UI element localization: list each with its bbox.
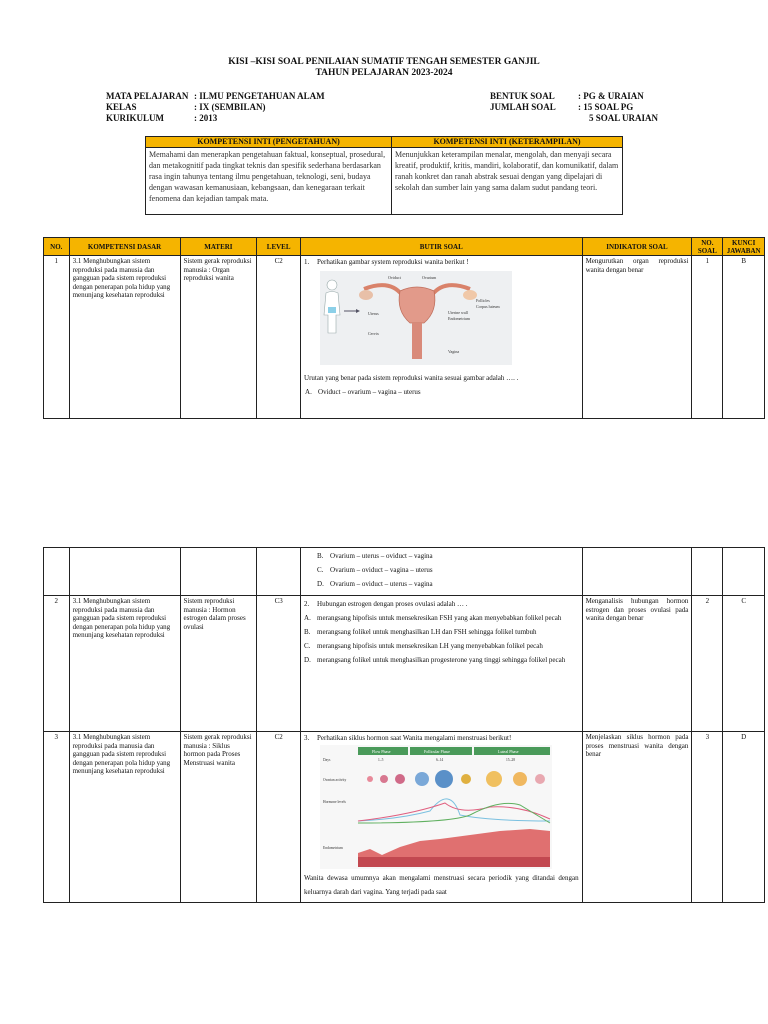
row-butir [301, 596, 583, 732]
row-kunci: C [723, 596, 765, 732]
phase-label: Flow Phase [372, 749, 391, 754]
ki-pengetahuan-text: Memahami dan menerapkan pengetahuan faktual, konseptual, prosedural, dan metakognitif pada tingkat teknis dan spesifik sederhana berdasarkan rasa ingin tahunya tentang ilmu pengetahuan, teknologi, seni, budaya dengan wawasan kemanusiaan, kebangsaan, dan kenegaraan terkait fenomena dan kejadian tampak mata. [146, 148, 392, 215]
option-text: merangsang hipofisis untuk mensekresikan FSH yang akan menyebabkan folikel pecah [317, 614, 562, 622]
header-kd: KOMPETENSI DASAR [69, 238, 180, 256]
option-letter: B. [304, 628, 311, 636]
row-level: C2 [257, 256, 301, 419]
fig-row-label: Endometrium [323, 846, 343, 850]
row-no: 1 [44, 256, 70, 419]
meta-value: : ILMU PENGETAHUAN ALAM [194, 91, 325, 101]
meta-label: KURIKULUM [106, 113, 164, 123]
option-text: Ovarium – uterus – oviduct – vagina [330, 552, 433, 560]
meta-label: BENTUK SOAL [490, 91, 555, 101]
fig-row-label: Days [323, 758, 331, 762]
option-letter: B. [317, 552, 324, 560]
fig-label: Cervix [368, 331, 379, 336]
reproductive-diagram [320, 271, 512, 365]
meta-label: JUMLAH SOAL [490, 102, 556, 112]
row-kunci: D [723, 732, 765, 903]
kompetensi-inti-table [145, 136, 623, 215]
meta-value: : 2013 [194, 113, 218, 123]
option-letter: D. [304, 656, 311, 664]
row-butir-continued [301, 548, 583, 596]
doc-title [0, 57, 768, 79]
row-materi: Sistem gerak reproduksi manusia : Organ reproduksi wanita [180, 256, 257, 419]
table-row [44, 596, 765, 732]
option-text: merangsang folikel untuk menghasilkan LH dan FSH sehingga folikel tumbuh [317, 628, 537, 636]
option-letter: C. [317, 566, 324, 574]
fig-label: Follicles [476, 298, 490, 303]
question-number: 2. [304, 600, 310, 608]
row-butir [301, 256, 583, 419]
fig-label: Endometrium [448, 316, 471, 321]
fig-label: Oviduct [388, 275, 401, 280]
row-no-soal: 3 [692, 732, 723, 903]
row-indikator: Mengurutkan organ reproduksi wanita dengan benar [582, 256, 692, 419]
day-label: 1–5 [378, 758, 384, 762]
question-stem: Wanita dewasa umumnya akan mengalami menstruasi secara periodik yang ditandai dengan keluarnya darah dari vagina. Yang terjadi pada saat [304, 874, 579, 896]
row-kd: 3.1 Menghubungkan sistem reproduksi pada manusia dan gangguan pada sistem reproduksi dengan penerapan pola hidup yang menunjang kesehatan reproduksi [69, 732, 180, 903]
meta-label: MATA PELAJARAN [106, 91, 189, 101]
fig-row-label: Hormone levels [323, 800, 346, 804]
option-letter: A. [304, 614, 311, 622]
option-text: Oviduct – ovarium – vagina – uterus [318, 388, 421, 396]
question-text: Hubungan estrogen dengan proses ovulasi adalah … . [317, 600, 468, 608]
fig-label: Ovarium [422, 275, 437, 280]
meta-left [106, 91, 325, 124]
row-butir [301, 732, 583, 903]
option-letter: D. [317, 580, 324, 588]
option-text: Ovarium – oviduct – vagina – uterus [330, 566, 433, 574]
meta-value: : PG & URAIAN [578, 91, 644, 101]
table-row [44, 256, 765, 419]
row-no-soal: 1 [692, 256, 723, 419]
option-a [304, 385, 579, 399]
row-indikator: Menjelaskan siklus hormon pada proses menstruasi wanita dengan benar [582, 732, 692, 903]
option-letter: A. [305, 388, 312, 396]
meta-right [490, 91, 658, 124]
table-header-row [44, 238, 765, 256]
header-no: NO. [44, 238, 70, 256]
row-no: 3 [44, 732, 70, 903]
phase-label: Follicular Phase [424, 749, 450, 754]
day-label: 6–14 [436, 758, 444, 762]
table-row [44, 548, 765, 596]
kisi-table-page2 [43, 547, 765, 903]
table-row [44, 732, 765, 903]
meta-value: : 15 SOAL PG [578, 102, 634, 112]
row-level: C2 [257, 732, 301, 903]
fig-label: Vagina [448, 349, 460, 354]
question-number: 1. [304, 258, 310, 266]
header-no-soal: NO. SOAL [692, 238, 723, 256]
question-number: 3. [304, 734, 310, 742]
header-level: LEVEL [257, 238, 301, 256]
option-text: merangsang folikel untuk menghasilkan progesterone yang tinggi sehingga folikel pecah [317, 656, 566, 664]
day-label: 15–28 [506, 758, 515, 762]
meta-label: KELAS [106, 102, 137, 112]
row-level: C3 [257, 596, 301, 732]
ki-keterampilan-header: KOMPETENSI INTI (KETERAMPILAN) [392, 137, 623, 148]
row-kunci: B [723, 256, 765, 419]
meta-value: : IX (SEMBILAN) [194, 102, 266, 112]
option-letter: C. [304, 642, 311, 650]
title-line-1: KISI –KISI SOAL PENILAIAN SUMATIF TENGAH SEMESTER GANJIL [228, 57, 540, 67]
header-butir: BUTIR SOAL [301, 238, 583, 256]
ki-pengetahuan-header: KOMPETENSI INTI (PENGETAHUAN) [146, 137, 392, 148]
title-line-2: TAHUN PELAJARAN 2023-2024 [315, 68, 453, 78]
header-kunci: KUNCI JAWABAN [723, 238, 765, 256]
ki-keterampilan-text: Menunjukkan keterampilan menalar, mengolah, dan menyaji secara kreatif, produktif, kritis, mandiri, kolaboratif, dan komunikatif, dalam ranah konkret dan ranah abstrak sesuai dengan yang dipelajari di sekolah dan sumber lain yang sama dalam sudut pandang teori. [392, 148, 623, 215]
question-stem: Urutan yang benar pada sistem reproduksi wanita sesuai gambar adalah …. . [304, 374, 519, 382]
row-no: 2 [44, 596, 70, 732]
row-kd: 3.1 Menghubungkan sistem reproduksi pada manusia dan gangguan pada sistem reproduksi dengan penerapan pola hidup yang menunjang kesehatan reproduksi [69, 596, 180, 732]
menstrual-cycle-diagram [320, 745, 552, 869]
fig-label: Uterine wall [448, 310, 468, 315]
row-materi: Sistem reproduksi manusia : Hormon estrogen dalam proses ovulasi [180, 596, 257, 732]
phase-label: Luteal Phase [498, 749, 519, 754]
fig-label: Uterus [368, 311, 379, 316]
kisi-table-page1 [43, 237, 765, 419]
row-indikator: Menganalisis hubungan hormon estrogen dan proses ovulasi pada wanita dengan benar [582, 596, 692, 732]
row-no-soal: 2 [692, 596, 723, 732]
option-text: Ovarium – oviduct – uterus – vagina [330, 580, 433, 588]
header-indikator: INDIKATOR SOAL [582, 238, 692, 256]
row-materi: Sistem gerak reproduksi manusia : Siklus hormon pada Proses Menstruasi wanita [180, 732, 257, 903]
option-text: merangsang hipofisis untuk mensekresikan LH yang menyebabkan folikel pecah [317, 642, 543, 650]
row-kd: 3.1 Menghubungkan sistem reproduksi pada manusia dan gangguan pada sistem reproduksi dengan penerapan pola hidup yang menunjang kesehatan reproduksi [69, 256, 180, 419]
fig-row-label: Ovarian activity [323, 778, 347, 782]
question-text: Perhatikan siklus hormon saat Wanita mengalami menstruasi berikut! [317, 734, 512, 742]
header-materi: MATERI [180, 238, 257, 256]
fig-label: Corpus luteum [476, 304, 500, 309]
meta-value: 5 SOAL URAIAN [589, 113, 659, 123]
question-text: Perhatikan gambar system reproduksi wanita berikut ! [317, 258, 469, 266]
